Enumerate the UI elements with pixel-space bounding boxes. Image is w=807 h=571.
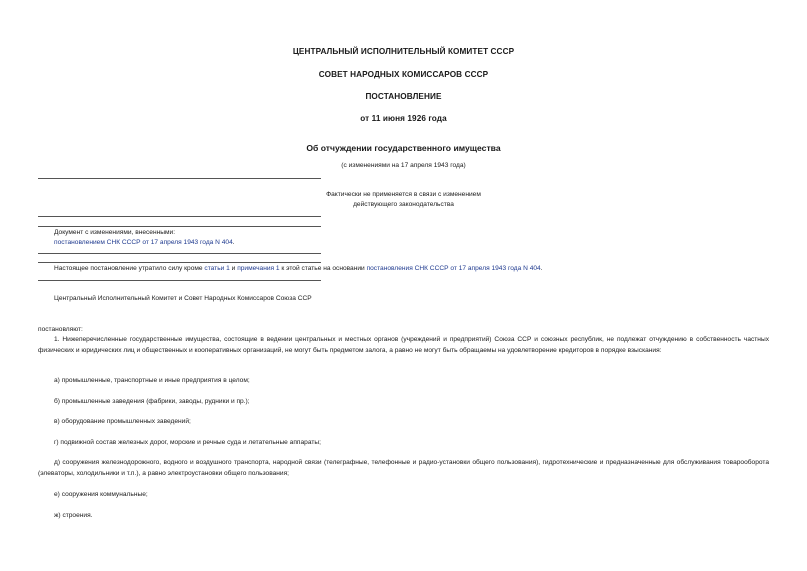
lost-force-text-end: .: [540, 265, 543, 272]
changes-label: Документ с изменениями, внесенными:: [54, 229, 176, 236]
list-item-b: б) промышленные заведения (фабрики, заводы, рудники и пр.);: [54, 398, 250, 405]
repeal-decree-link[interactable]: постановления СНК СССР от 17 апреля 1943 года N 404: [366, 265, 541, 272]
list-item-v: в) оборудование промышленных заведений;: [54, 418, 191, 425]
article-1: 1. Нижеперечисленные государственные имущества, состоящие в ведении центральных и местных органов (учреждений и предприятий) Союза ССР и союзных республик, не подлежат отчуждению в собственность частных физических и юридических лиц и общественных и кооперативных организаций, не могут быть предметом залога, а равно не могут быть обращаемы на удовлетворение кредиторов в порядке взыскания:: [38, 336, 769, 354]
note-1-link[interactable]: примечания 1: [237, 265, 280, 272]
revision-subtitle: (с изменениями на 17 апреля 1943 года): [341, 162, 466, 169]
list-item-zh: ж) строения.: [54, 512, 93, 519]
page-title: Об отчуждении государственного имущества: [306, 143, 501, 153]
issuer-line-2: СОВЕТ НАРОДНЫХ КОМИССАРОВ СССР: [318, 70, 489, 79]
document-date: от 11 июня 1926 года: [360, 114, 447, 123]
amendment-link-suffix: .: [232, 239, 235, 246]
lost-force-text-1: Настоящее постановление утратило силу кроме: [54, 265, 205, 272]
preamble: Центральный Исполнительный Комитет и Совет Народных Комиссаров Союза ССР: [54, 295, 312, 302]
list-item-e: е) сооружения коммунальные;: [54, 491, 148, 498]
divider: [38, 253, 321, 254]
divider: [38, 226, 321, 227]
lost-force-text-2: и: [229, 265, 238, 272]
list-item-a: а) промышленные, транспортные и иные предприятия в целом;: [54, 377, 250, 384]
changes-note: [54, 228, 654, 248]
status-note-line-1: Фактически не применяется в связи с изменением: [326, 191, 481, 198]
list-item-d: д) сооружения железнодорожного, водного и воздушного транспорта, народной связи (телеграфные, телефонные и радио-установки общего пользования), гидротехнические и предназначенные для обслуживания товарооборота (элеваторы, холодильники и т.п.), а равно электроустановки общего пользования;: [38, 459, 769, 477]
divider: [38, 262, 321, 263]
status-note-line-2: действующего законодательства: [353, 201, 454, 208]
decree-word: постановляют:: [38, 326, 83, 333]
lost-force-text-3: к этой статье на основании: [279, 265, 367, 272]
status-note: [0, 190, 807, 210]
document-type: ПОСТАНОВЛЕНИЕ: [365, 92, 442, 101]
divider: [38, 178, 321, 179]
issuer-line-1: ЦЕНТРАЛЬНЫЙ ИСПОЛНИТЕЛЬНЫЙ КОМИТЕТ СССР: [292, 47, 515, 56]
divider: [38, 216, 321, 217]
lost-force-note: [54, 264, 774, 274]
divider: [38, 280, 321, 281]
list-item-g: г) подвижной состав железных дорог, морские и речные суда и летательные аппараты;: [54, 439, 321, 446]
amendment-link[interactable]: постановлением СНК СССР от 17 апреля 1943 года N 404: [54, 239, 233, 246]
article-1-link[interactable]: статьи 1: [204, 265, 230, 272]
